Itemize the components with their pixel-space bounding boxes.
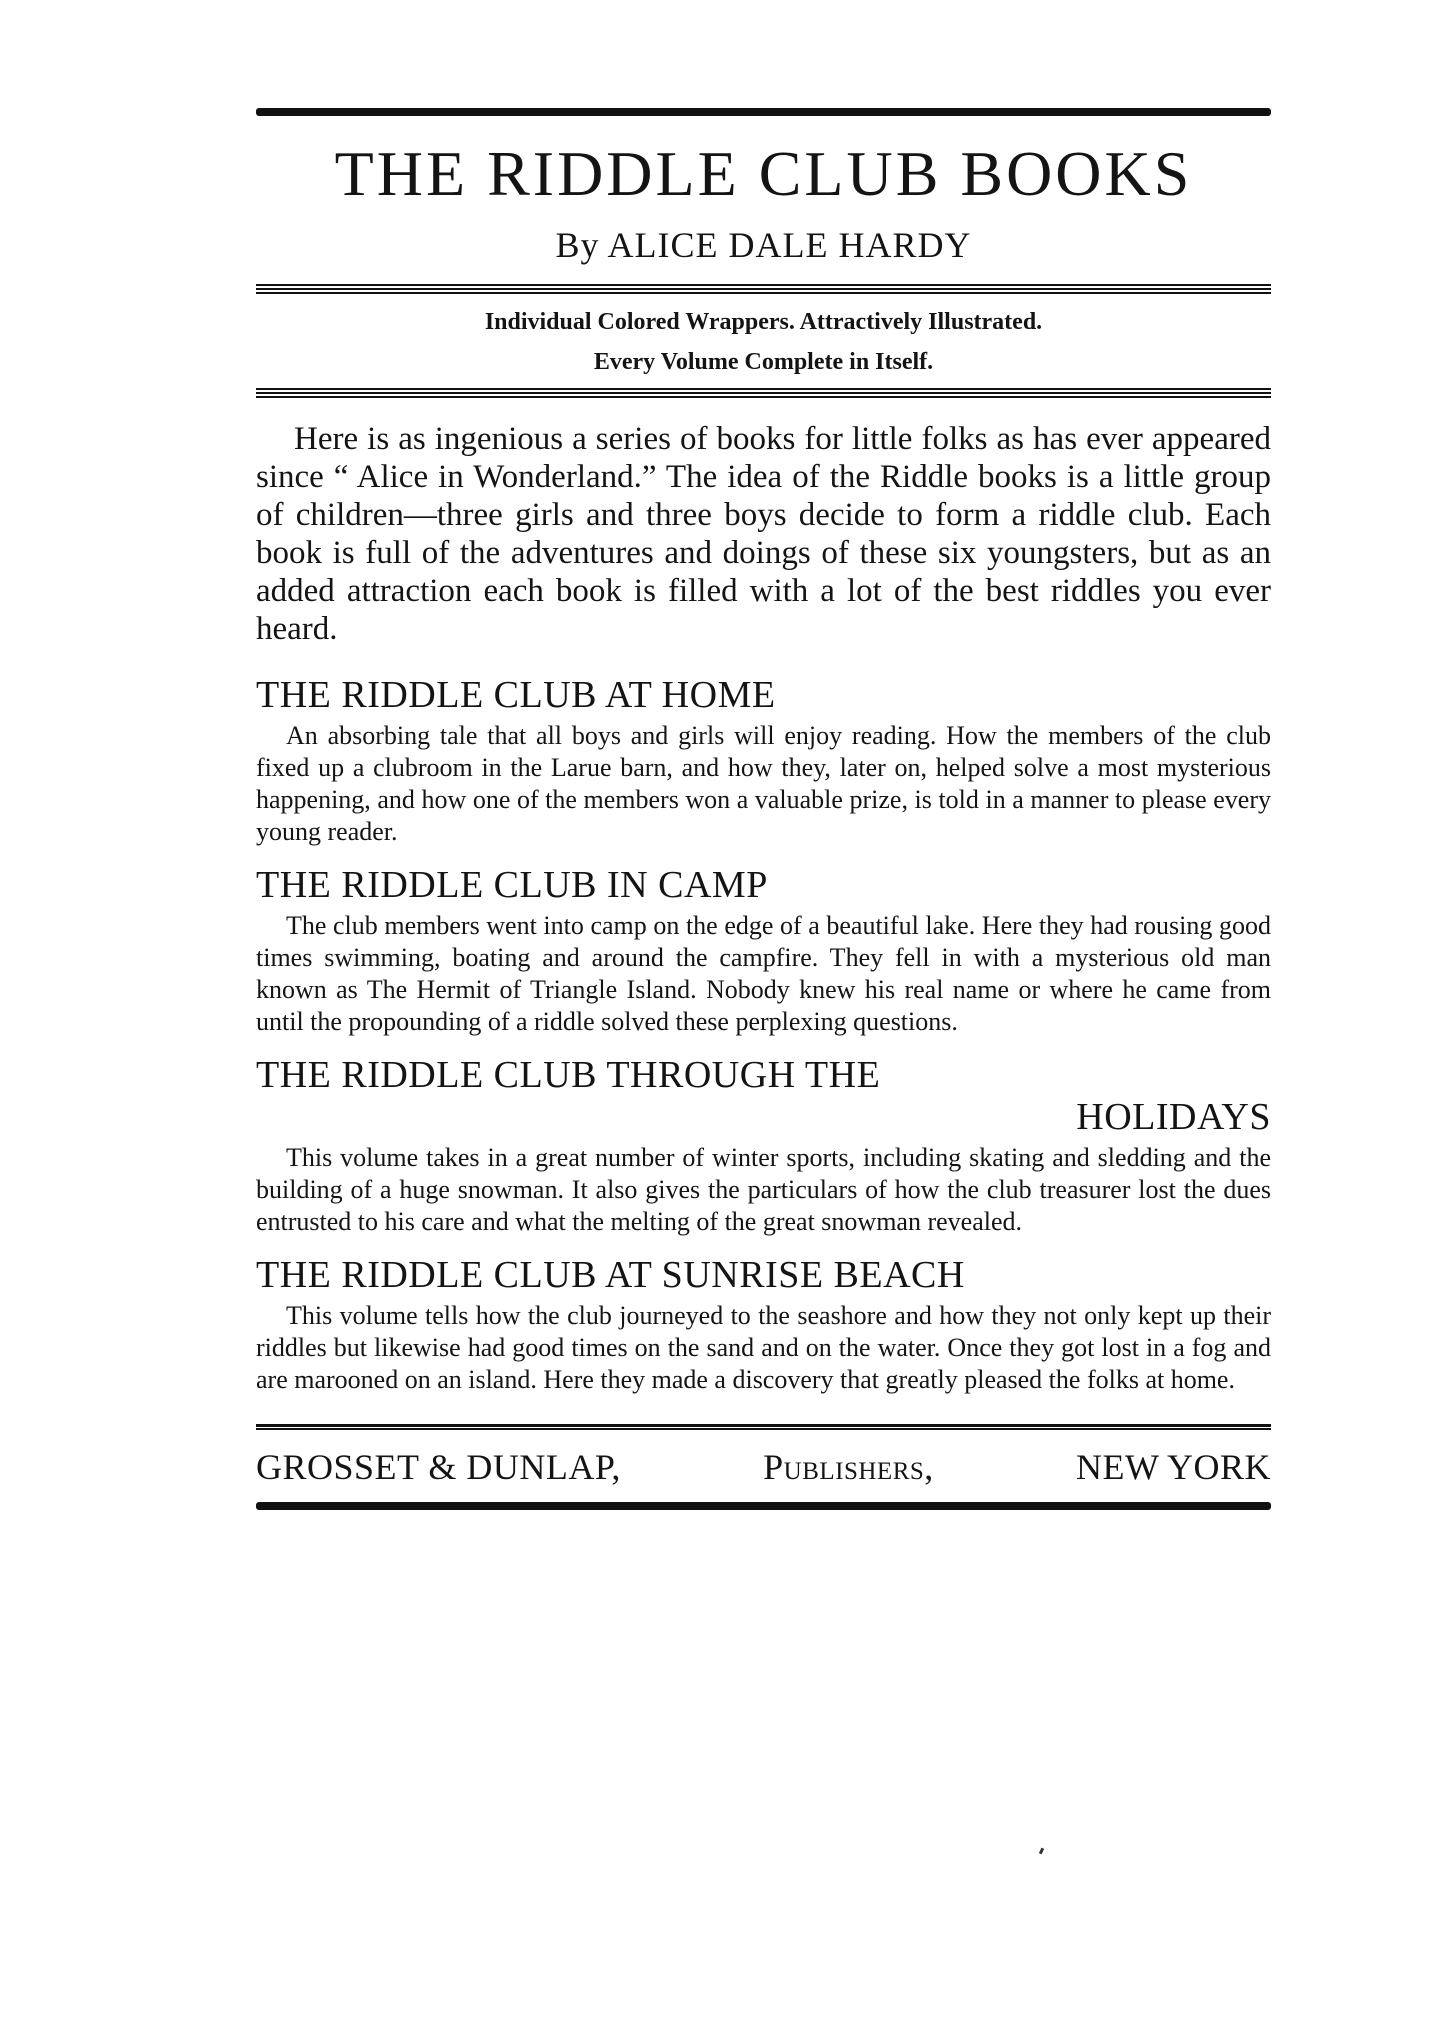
publisher-label: Publishers, (763, 1447, 934, 1487)
book-title-line-2: HOLIDAYS (1076, 1096, 1271, 1138)
author-line: By ALICE DALE HARDY (555, 225, 972, 265)
book-entry (256, 674, 1271, 848)
features-divider (256, 388, 1271, 398)
book-title: THE RIDDLE CLUB AT SUNRISE BEACH (256, 1254, 965, 1296)
publisher-line (256, 1446, 1271, 1488)
publisher-name: GROSSET & DUNLAP, (256, 1447, 621, 1487)
header-divider (256, 284, 1271, 294)
book-entry (256, 864, 1271, 1038)
book-description: An absorbing tale that all boys and girls will enjoy reading. How the members of the club fixed up a clubroom in the Larue barn, and how they, later on, helped solve a most mysterious happening, and how one of the members won a valuable prize, is told in a manner to please every young reader. (256, 721, 1271, 846)
publisher-city: NEW YORK (1076, 1447, 1271, 1487)
book-description: The club members went into camp on the edge of a beautiful lake. Here they had rousing good times swimming, boating and around the campfire. They fell in with a mysterious old man known as The Hermit of Triangle Island. Nobody knew his real name or where he came from until the propounding of a riddle solved these perplexing questions. (256, 911, 1271, 1036)
book-title (256, 1054, 1271, 1138)
book-title: THE RIDDLE CLUB IN CAMP (256, 864, 768, 906)
series-title: THE RIDDLE CLUB BOOKS (334, 138, 1193, 209)
book-entry (256, 1054, 1271, 1238)
book-description: This volume tells how the club journeyed to the seashore and how they not only kept up their riddles but likewise had good times on the sand and on the water. Once they got lost in a fog and are marooned on an island. Here they made a discovery that greatly pleased the folks at home. (256, 1301, 1271, 1394)
book-description: This volume takes in a great number of winter sports, including skating and sledding and the building of a huge snowman. It also gives the particulars of how the club treasurer lost the dues entrusted to his care and what the melting of the great snowman revealed. (256, 1143, 1271, 1236)
intro-paragraph: Here is as ingenious a series of books for little folks as has ever appeared since “ Alice in Wonderland.” The idea of the Riddle books is a little group of children—three girls and three boys decide to form a riddle club. Each book is full of the adventures and doings of these six youngsters, but as an added attraction each book is filled with a lot of the best riddles you ever heard. (256, 421, 1271, 647)
advertisement-page (256, 108, 1271, 1510)
footer-divider (256, 1424, 1271, 1430)
stray-ink-mark (1039, 1848, 1044, 1855)
top-rule (256, 108, 1271, 116)
features-block (256, 302, 1271, 382)
bottom-rule (256, 1502, 1271, 1510)
features-line-2: Every Volume Complete in Itself. (593, 349, 934, 375)
features-line-1: Individual Colored Wrappers. Attractively Illustrated. (484, 309, 1043, 335)
book-title-line-1: THE RIDDLE CLUB THROUGH THE (256, 1054, 881, 1096)
book-entry (256, 1254, 1271, 1396)
book-title: THE RIDDLE CLUB AT HOME (256, 674, 776, 716)
